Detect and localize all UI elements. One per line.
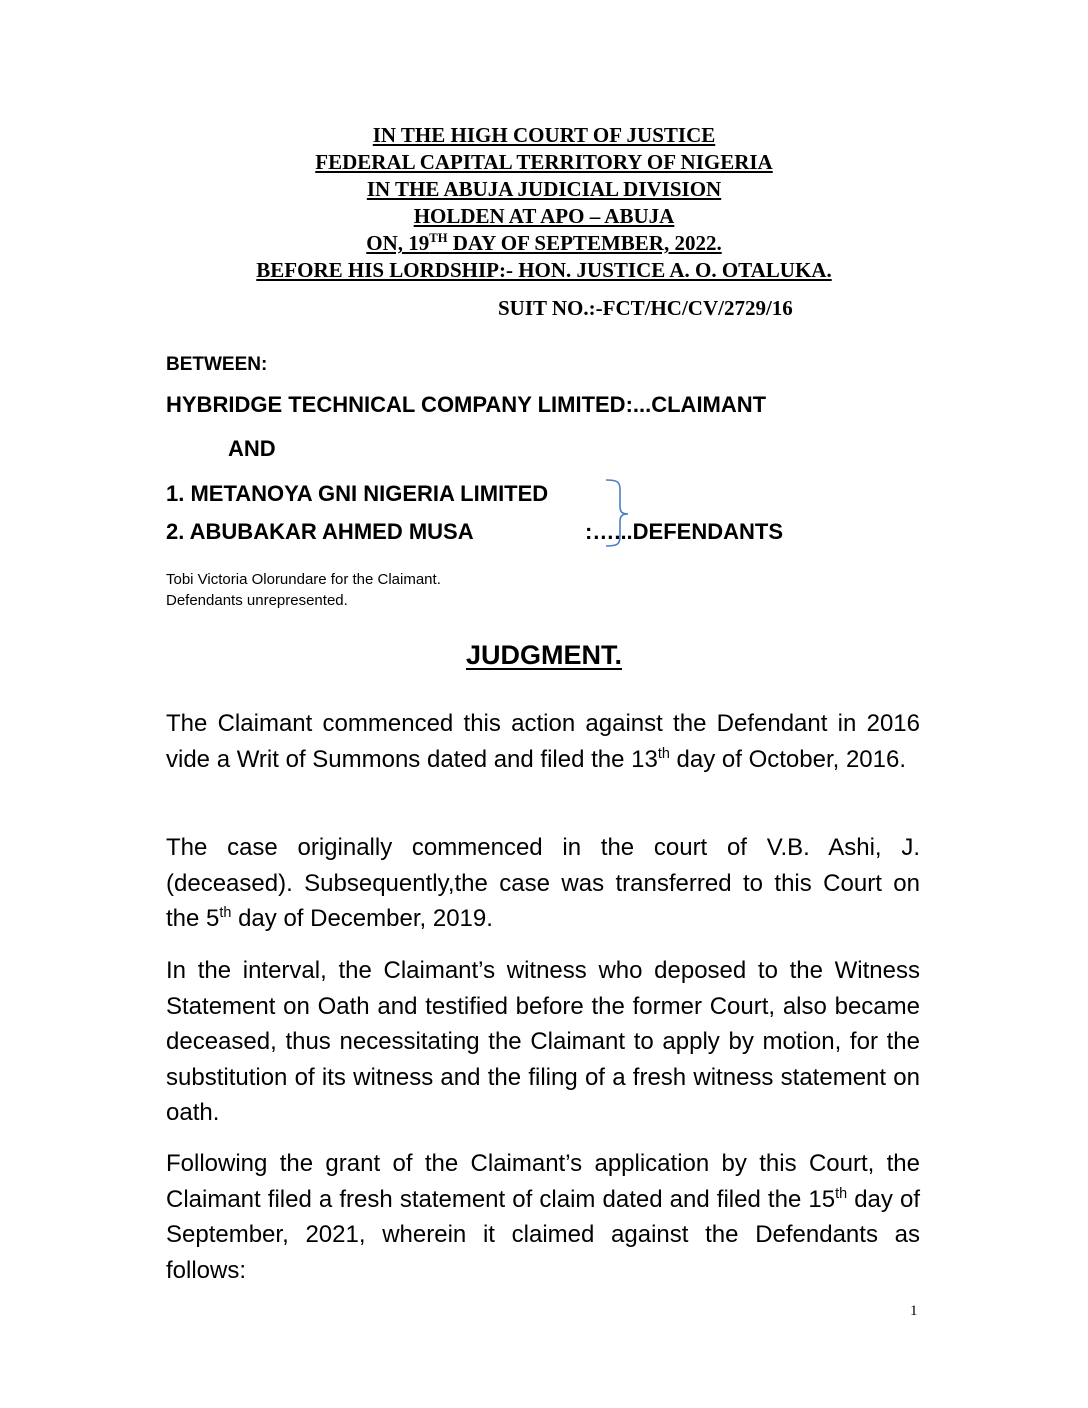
- paragraph-1: The Claimant commenced this action against the Defendant in 2016 vide a Writ of Summons dated and filed the 13th day of October, 2016.: [166, 710, 920, 773]
- defendants-brace: [600, 478, 640, 548]
- claimant-counsel: Tobi Victoria Olorundare for the Claimant.: [166, 571, 441, 588]
- paragraph-3: In the interval, the Claimant’s witness who deposed to the Witness Statement on Oath and testified before the former Court, also became deceased, thus necessitating the Claimant to apply by motion, for the substitution of its witness and the filing of a fresh witness statement on oath.: [166, 957, 920, 1126]
- defendants-representation: Defendants unrepresented.: [166, 592, 348, 609]
- claimant-party: HYBRIDGE TECHNICAL COMPANY LIMITED:...CLAIMANT: [166, 392, 767, 417]
- judgment-title: JUDGMENT.: [465, 640, 622, 670]
- header-line-territory: FEDERAL CAPITAL TERRITORY OF NIGERIA: [315, 150, 773, 174]
- header-line-date: ON, 19TH DAY OF SEPTEMBER, 2022.: [366, 231, 722, 255]
- paragraph-4: Following the grant of the Claimant’s application by this Court, the Claimant filed a fresh statement of claim dated and filed the 15th day of September, 2021, wherein it claimed against the Defendants as follows:: [166, 1150, 920, 1284]
- and-label: AND: [228, 436, 276, 461]
- court-header: [0, 122, 1088, 284]
- header-line-holden: HOLDEN AT APO – ABUJA: [413, 204, 675, 228]
- header-line-division: IN THE ABUJA JUDICIAL DIVISION: [366, 177, 722, 201]
- defendant-1: 1. METANOYA GNI NIGERIA LIMITED: [166, 481, 549, 506]
- between-label: BETWEEN:: [166, 354, 268, 375]
- header-line-court: IN THE HIGH COURT OF JUSTICE: [372, 123, 716, 147]
- header-line-lordship: BEFORE HIS LORDSHIP:- HON. JUSTICE A. O. OTALUKA.: [256, 258, 832, 282]
- suit-number: SUIT NO.:-FCT/HC/CV/2729/16: [498, 296, 793, 320]
- paragraph-2: The case originally commenced in the court of V.B. Ashi, J. (deceased). Subsequently,the case was transferred to this Court on the 5th day of December, 2019.: [166, 834, 920, 932]
- defendants-label: :…...DEFENDANTS: [585, 519, 783, 544]
- defendant-2: 2. ABUBAKAR AHMED MUSA: [166, 519, 474, 544]
- page-number: 1: [910, 1303, 918, 1319]
